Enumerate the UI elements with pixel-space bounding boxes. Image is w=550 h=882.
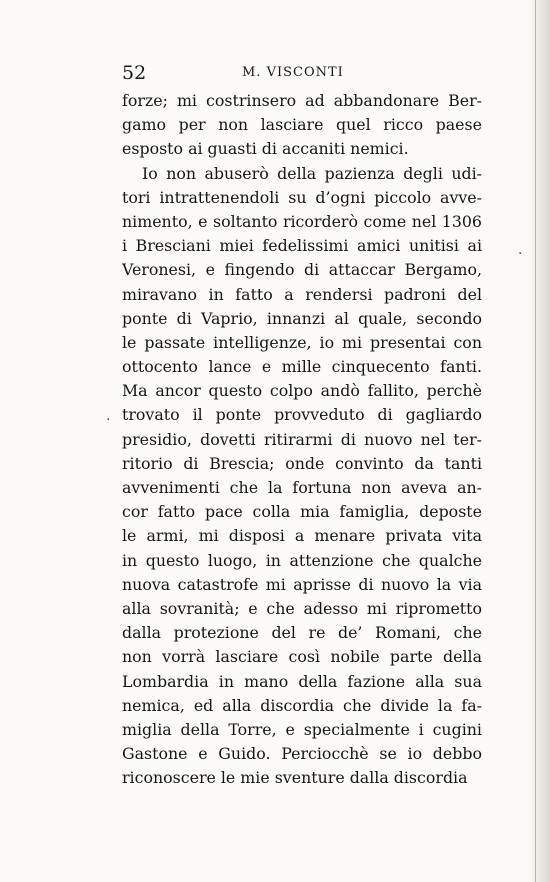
text-line: avvenimenti che la fortuna non aveva an-	[122, 478, 482, 497]
text-line: Veronesi, e fingendo di attaccar Bergamo,	[122, 260, 482, 280]
page-edge-line	[535, 0, 536, 882]
page-number: 52	[122, 62, 147, 84]
text-line: esposto ai guasti di accaniti nemici.	[122, 139, 409, 159]
page-header	[122, 61, 482, 85]
body-text	[122, 89, 482, 790]
text-line: ritorio di Brescia; onde convinto da tanti	[122, 453, 482, 473]
text-line: Io non abuserò della pazienza degli udi-	[142, 163, 482, 183]
page-edge-shadow	[528, 0, 550, 882]
text-line: cor fatto pace colla mia famiglia, deposte	[122, 502, 482, 522]
text-line: trovato il ponte provveduto di gagliardo	[122, 405, 482, 425]
text-line: gamo per non lasciare quel ricco paese	[122, 115, 482, 135]
text-line: Ma ancor questo colpo andò fallito, perchè	[122, 381, 482, 401]
text-line: le armi, mi disposi a menare privata vita	[122, 526, 482, 546]
text-line: ponte di Vaprio, innanzi al quale, secondo	[122, 308, 482, 328]
text-line: presidio, dovetti ritirarmi di nuovo nel ter-	[122, 429, 482, 449]
text-line: nemica, ed alla discordia che divide la fa-	[122, 695, 482, 715]
text-line: riconoscere le mie sventure dalla discordia	[122, 768, 468, 788]
text-line: forze; mi costrinsero ad abbandonare Ber-	[122, 91, 482, 110]
running-head: M. VISCONTI	[242, 65, 344, 80]
text-line: in questo luogo, in attenzione che qualche	[122, 550, 482, 570]
text-line: ottocento lance e mille cinquecento fanti.	[122, 357, 482, 377]
text-line: nuova catastrofe mi aprisse di nuovo la via	[122, 574, 482, 594]
text-line: dalla protezione del re de’ Romani, che	[122, 623, 482, 643]
scan-speck: ·	[518, 246, 523, 262]
text-line: i Bresciani miei fedelissimi amici unitisi ai	[122, 236, 482, 256]
text-line: nimento, e soltanto ricorderò come nel 1306	[122, 211, 482, 231]
text-line: non vorrà lasciare così nobile parte della	[122, 647, 482, 667]
text-line: miravano in fatto a rendersi padroni del	[122, 284, 482, 304]
text-line: Lombardia in mano della fazione alla sua	[122, 671, 482, 691]
text-line: tori intrattenendoli su d’ogni piccolo avve-	[122, 187, 482, 207]
text-line: Gastone e Guido. Perciocchè se io debbo	[122, 744, 482, 764]
scan-speck: ·	[106, 412, 111, 428]
text-line: alla sovranità; e che adesso mi riprometto	[122, 598, 482, 618]
text-line: miglia della Torre, e specialmente i cugini	[122, 719, 482, 739]
text-line: le passate intelligenze, io mi presentai con	[122, 332, 482, 352]
